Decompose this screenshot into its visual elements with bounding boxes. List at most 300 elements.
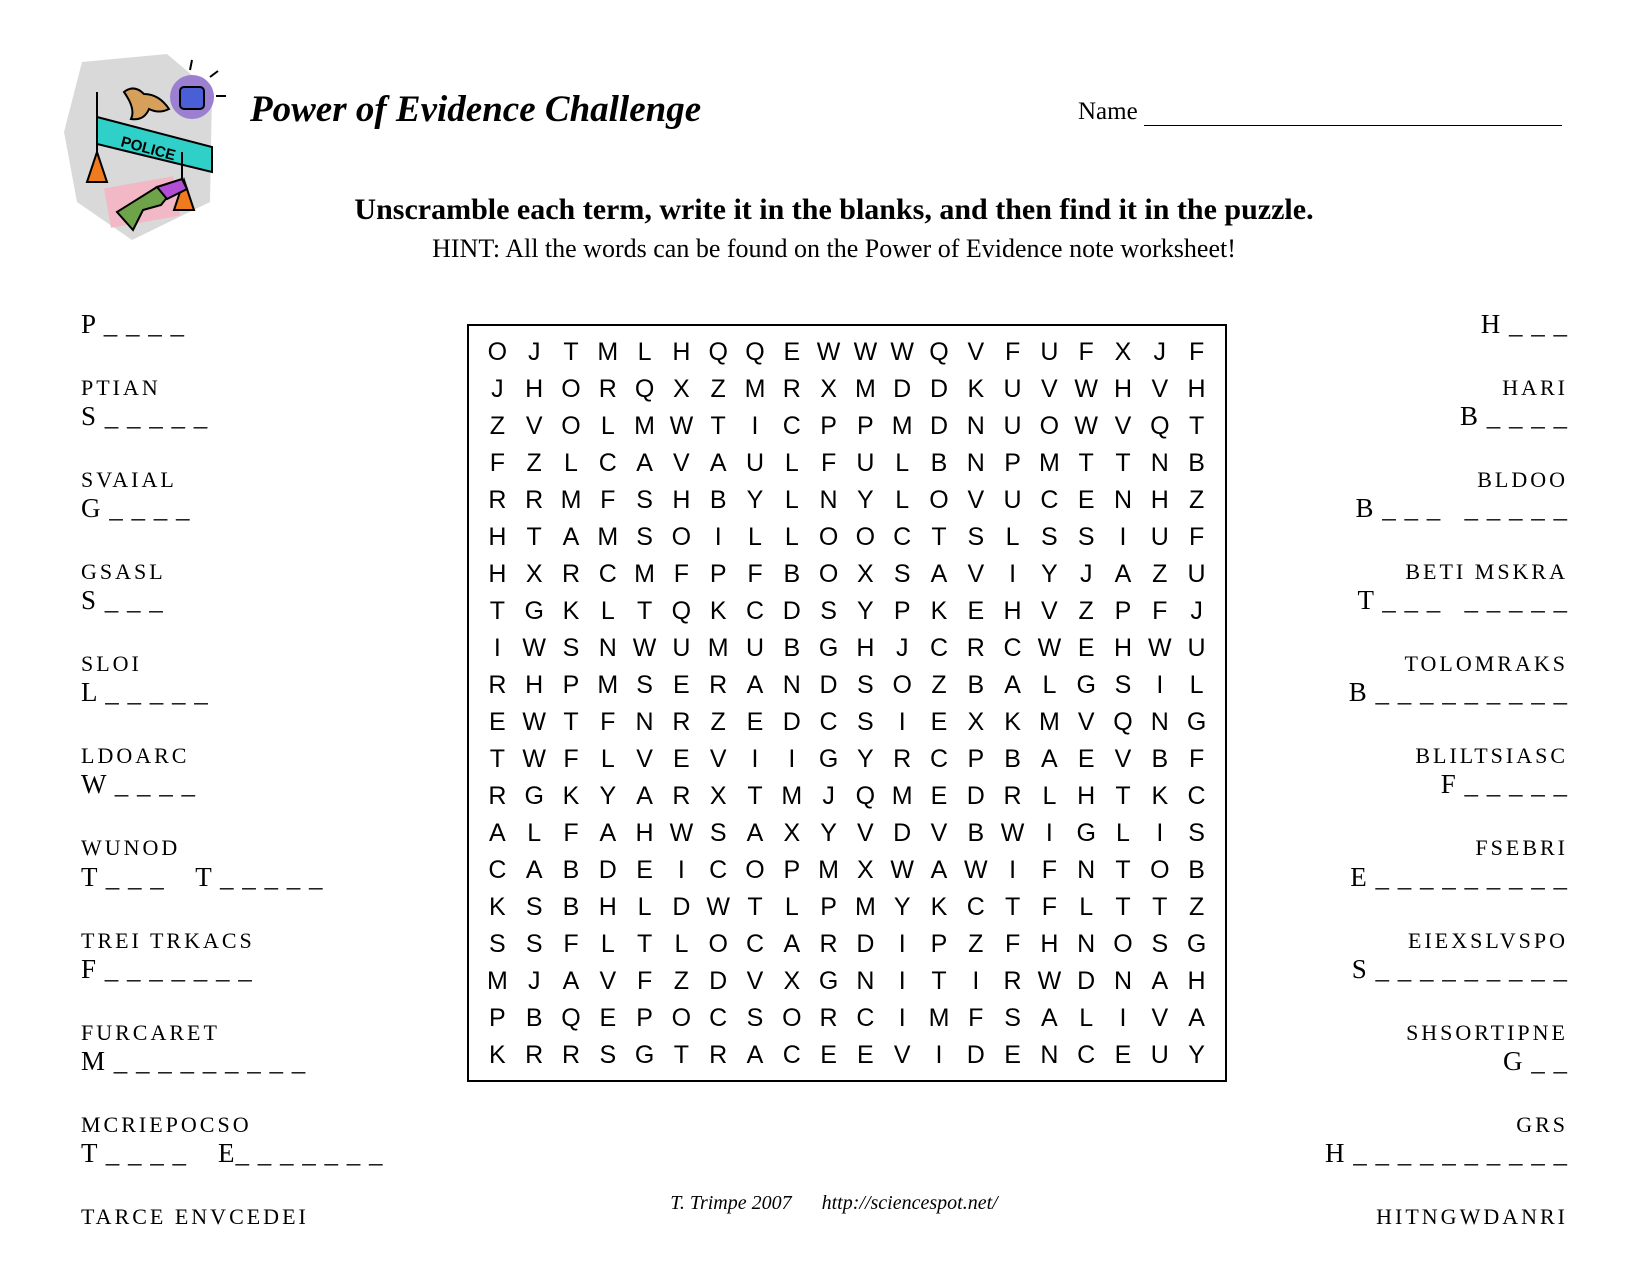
grid-letter[interactable]: T	[1004, 893, 1021, 921]
grid-letter[interactable]: Q	[671, 597, 692, 625]
grid-letter[interactable]: S	[1004, 1004, 1021, 1032]
grid-letter[interactable]: W	[816, 338, 841, 366]
grid-letter[interactable]: R	[561, 560, 581, 588]
grid-letter[interactable]: H	[1077, 782, 1096, 810]
grid-letter[interactable]: F	[563, 930, 579, 958]
clue-blanks[interactable]: H _ _ _ _ _ _ _ _ _ _	[1325, 1138, 1568, 1168]
grid-letter[interactable]: C	[709, 1004, 728, 1032]
grid-letter[interactable]: N	[1040, 1041, 1059, 1069]
grid-letter[interactable]: A	[930, 856, 948, 884]
grid-letter[interactable]: S	[525, 930, 543, 958]
grid-letter[interactable]: N	[1150, 708, 1169, 736]
grid-letter[interactable]: J	[1190, 597, 1203, 625]
grid-letter[interactable]: U	[1150, 523, 1169, 551]
grid-letter[interactable]: V	[709, 745, 727, 773]
clue-blanks[interactable]: B _ _ _ _ _ _ _ _ _	[1348, 677, 1568, 707]
grid-letter[interactable]: J	[527, 967, 541, 995]
grid-letter[interactable]: T	[1152, 893, 1168, 921]
grid-letter[interactable]: M	[1038, 449, 1060, 477]
grid-letter[interactable]: N	[782, 671, 801, 699]
grid-letter[interactable]: U	[1003, 486, 1022, 514]
grid-letter[interactable]: J	[527, 338, 541, 366]
grid-letter[interactable]: T	[931, 523, 947, 551]
grid-letter[interactable]: E	[1077, 634, 1095, 662]
grid-letter[interactable]: J	[1153, 338, 1167, 366]
grid-letter[interactable]: Y	[1188, 1041, 1205, 1069]
grid-letter[interactable]: A	[709, 449, 727, 477]
grid-letter[interactable]: U	[745, 634, 765, 662]
grid-letter[interactable]: X	[709, 782, 727, 810]
grid-letter[interactable]: E	[746, 708, 764, 736]
grid-letter[interactable]: R	[966, 634, 985, 662]
grid-letter[interactable]: B	[525, 1004, 543, 1032]
grid-letter[interactable]: V	[746, 967, 764, 995]
clue-blanks[interactable]: T _ _ _ T _ _ _ _ _	[81, 862, 324, 892]
grid-letter[interactable]: Z	[1188, 893, 1205, 921]
grid-letter[interactable]: R	[525, 1041, 544, 1069]
grid-letter[interactable]: P	[857, 412, 874, 440]
grid-letter[interactable]: C	[1040, 486, 1059, 514]
grid-letter[interactable]: U	[856, 449, 875, 477]
grid-letter[interactable]: D	[929, 412, 949, 440]
grid-letter[interactable]: G	[1076, 671, 1096, 699]
grid-letter[interactable]: E	[783, 338, 801, 366]
grid-letter[interactable]: N	[598, 634, 617, 662]
grid-letter[interactable]: C	[819, 708, 838, 736]
grid-letter[interactable]: A	[746, 819, 764, 847]
grid-letter[interactable]: D	[598, 856, 617, 884]
grid-letter[interactable]: L	[895, 486, 910, 514]
grid-letter[interactable]: O	[929, 486, 949, 514]
grid-letter[interactable]: F	[563, 819, 579, 847]
grid-letter[interactable]: P	[820, 893, 837, 921]
grid-letter[interactable]: Z	[931, 671, 947, 699]
grid-letter[interactable]: Q	[1113, 708, 1133, 736]
grid-letter[interactable]: F	[489, 449, 506, 477]
grid-letter[interactable]: C	[709, 856, 728, 884]
grid-letter[interactable]: E	[1114, 1041, 1132, 1069]
grid-letter[interactable]: M	[597, 671, 619, 699]
grid-letter[interactable]: L	[527, 819, 542, 847]
grid-letter[interactable]: L	[637, 893, 652, 921]
grid-letter[interactable]: V	[1041, 375, 1058, 403]
grid-letter[interactable]: P	[1004, 449, 1021, 477]
grid-letter[interactable]: E	[930, 782, 948, 810]
grid-letter[interactable]: H	[488, 560, 507, 588]
grid-letter[interactable]: V	[893, 1041, 911, 1069]
grid-letter[interactable]: I	[751, 412, 759, 440]
grid-letter[interactable]: E	[967, 597, 985, 625]
grid-letter[interactable]: J	[822, 782, 835, 810]
grid-letter[interactable]: E	[636, 856, 653, 884]
grid-letter[interactable]: C	[745, 597, 765, 625]
clue-blanks[interactable]: H _ _ _	[1480, 309, 1568, 339]
grid-letter[interactable]: T	[1115, 893, 1131, 921]
grid-letter[interactable]: E	[930, 708, 948, 736]
grid-letter[interactable]: I	[1156, 671, 1164, 699]
grid-letter[interactable]: I	[1009, 856, 1017, 884]
grid-letter[interactable]: N	[1113, 486, 1133, 514]
grid-letter[interactable]: N	[966, 449, 985, 477]
grid-letter[interactable]: D	[929, 375, 949, 403]
grid-letter[interactable]: S	[489, 930, 506, 958]
grid-letter[interactable]: A	[562, 967, 580, 995]
grid-letter[interactable]: N	[1077, 856, 1096, 884]
grid-letter[interactable]: B	[783, 560, 801, 588]
grid-letter[interactable]: U	[672, 634, 691, 662]
grid-letter[interactable]: H	[1040, 930, 1059, 958]
grid-letter[interactable]: H	[672, 338, 691, 366]
grid-letter[interactable]: L	[784, 523, 799, 551]
grid-letter[interactable]: S	[1041, 523, 1058, 551]
grid-letter[interactable]: Z	[673, 967, 690, 995]
grid-letter[interactable]: C	[598, 560, 617, 588]
grid-letter[interactable]: W	[890, 338, 914, 366]
grid-letter[interactable]: I	[677, 856, 685, 884]
grid-letter[interactable]: V	[1114, 412, 1132, 440]
grid-letter[interactable]: U	[1040, 338, 1059, 366]
grid-letter[interactable]: M	[560, 486, 582, 514]
grid-letter[interactable]: B	[562, 893, 580, 921]
grid-letter[interactable]: V	[1077, 708, 1095, 736]
grid-letter[interactable]: N	[1113, 967, 1133, 995]
grid-letter[interactable]: M	[928, 1004, 950, 1032]
grid-letter[interactable]: A	[1114, 560, 1132, 588]
grid-letter[interactable]: V	[1151, 375, 1169, 403]
grid-letter[interactable]: Z	[1152, 560, 1168, 588]
grid-letter[interactable]: H	[488, 523, 507, 551]
grid-letter[interactable]: M	[707, 634, 729, 662]
grid-letter[interactable]: E	[820, 1041, 837, 1069]
grid-letter[interactable]: Z	[710, 708, 726, 736]
grid-letter[interactable]: M	[781, 782, 803, 810]
grid-letter[interactable]: V	[599, 967, 617, 995]
grid-letter[interactable]: F	[673, 560, 690, 588]
grid-letter[interactable]: H	[1150, 486, 1169, 514]
grid-letter[interactable]: F	[600, 486, 616, 514]
grid-letter[interactable]: F	[1188, 338, 1205, 366]
grid-letter[interactable]: D	[782, 597, 801, 625]
grid-letter[interactable]: O	[1113, 930, 1133, 958]
grid-letter[interactable]: K	[1004, 708, 1021, 736]
grid-letter[interactable]: W	[669, 819, 694, 847]
grid-letter[interactable]: V	[636, 745, 653, 773]
grid-letter[interactable]: T	[1188, 412, 1205, 440]
grid-letter[interactable]: T	[1115, 856, 1131, 884]
grid-letter[interactable]: H	[856, 634, 875, 662]
grid-letter[interactable]: K	[930, 893, 948, 921]
grid-letter[interactable]: J	[491, 375, 504, 403]
grid-letter[interactable]: M	[597, 523, 619, 551]
grid-letter[interactable]: I	[788, 745, 796, 773]
grid-letter[interactable]: H	[1187, 375, 1206, 403]
grid-letter[interactable]: H	[635, 819, 654, 847]
grid-letter[interactable]: U	[745, 449, 765, 477]
grid-letter[interactable]: H	[1187, 967, 1206, 995]
grid-letter[interactable]: H	[525, 375, 544, 403]
grid-letter[interactable]: R	[709, 671, 728, 699]
grid-letter[interactable]: V	[525, 412, 543, 440]
footer-url[interactable]: http://sciencespot.net/	[821, 1192, 998, 1214]
grid-letter[interactable]: O	[892, 671, 912, 699]
grid-letter[interactable]: I	[493, 634, 501, 662]
grid-letter[interactable]: A	[930, 560, 948, 588]
name-blank-line[interactable]	[1144, 103, 1562, 126]
grid-letter[interactable]: A	[636, 782, 653, 810]
grid-letter[interactable]: Y	[857, 486, 874, 514]
grid-letter[interactable]: N	[1077, 930, 1096, 958]
grid-letter[interactable]: Y	[1041, 560, 1058, 588]
grid-letter[interactable]: K	[709, 597, 727, 625]
grid-letter[interactable]: A	[489, 819, 506, 847]
grid-letter[interactable]: W	[669, 412, 694, 440]
grid-letter[interactable]: W	[1000, 819, 1025, 847]
grid-letter[interactable]: R	[672, 782, 691, 810]
grid-letter[interactable]: Q	[708, 338, 728, 366]
grid-letter[interactable]: K	[930, 597, 948, 625]
grid-letter[interactable]: T	[1115, 782, 1131, 810]
grid-letter[interactable]: Y	[599, 782, 617, 810]
grid-letter[interactable]: S	[746, 1004, 764, 1032]
grid-letter[interactable]: R	[488, 671, 507, 699]
grid-letter[interactable]: I	[714, 523, 722, 551]
grid-letter[interactable]: V	[967, 486, 985, 514]
grid-letter[interactable]: P	[820, 412, 837, 440]
grid-letter[interactable]: W	[1074, 375, 1098, 403]
grid-letter[interactable]: W	[1147, 634, 1172, 662]
grid-letter[interactable]: M	[486, 967, 508, 995]
grid-letter[interactable]: P	[489, 1004, 506, 1032]
grid-letter[interactable]: G	[818, 745, 839, 773]
grid-letter[interactable]: T	[636, 597, 653, 625]
grid-letter[interactable]: X	[1114, 338, 1132, 366]
grid-letter[interactable]: Z	[489, 412, 506, 440]
grid-letter[interactable]: W	[890, 856, 914, 884]
grid-letter[interactable]: C	[782, 412, 801, 440]
grid-letter[interactable]: L	[1042, 671, 1057, 699]
grid-letter[interactable]: S	[636, 671, 653, 699]
grid-letter[interactable]: F	[820, 449, 837, 477]
grid-letter[interactable]: T	[747, 893, 763, 921]
grid-letter[interactable]: S	[525, 893, 543, 921]
grid-letter[interactable]: M	[818, 856, 839, 884]
clue-blanks[interactable]: T _ _ _ _ E_ _ _ _ _ _ _	[81, 1138, 384, 1168]
grid-letter[interactable]: S	[1151, 930, 1169, 958]
grid-letter[interactable]: O	[487, 338, 508, 366]
grid-letter[interactable]: I	[898, 930, 906, 958]
grid-letter[interactable]: B	[1188, 856, 1205, 884]
grid-letter[interactable]: I	[972, 967, 980, 995]
grid-letter[interactable]: A	[1151, 967, 1169, 995]
grid-letter[interactable]: B	[1004, 745, 1021, 773]
grid-letter[interactable]: D	[893, 375, 912, 403]
grid-letter[interactable]: W	[1074, 412, 1098, 440]
grid-letter[interactable]: F	[1188, 523, 1205, 551]
grid-letter[interactable]: X	[783, 819, 801, 847]
grid-letter[interactable]: N	[966, 412, 985, 440]
grid-letter[interactable]: O	[1039, 412, 1060, 440]
grid-letter[interactable]: T	[563, 338, 579, 366]
grid-letter[interactable]: U	[1187, 634, 1206, 662]
grid-letter[interactable]: X	[673, 375, 690, 403]
grid-letter[interactable]: S	[967, 523, 985, 551]
grid-letter[interactable]: K	[967, 375, 985, 403]
grid-letter[interactable]: P	[636, 1004, 653, 1032]
grid-letter[interactable]: C	[929, 745, 949, 773]
grid-letter[interactable]: A	[746, 671, 764, 699]
grid-letter[interactable]: C	[929, 634, 949, 662]
grid-letter[interactable]: O	[671, 523, 692, 551]
grid-letter[interactable]: Q	[561, 1004, 581, 1032]
grid-letter[interactable]: Z	[1188, 486, 1205, 514]
grid-letter[interactable]: X	[820, 375, 837, 403]
grid-letter[interactable]: G	[1186, 930, 1207, 958]
grid-letter[interactable]: P	[783, 856, 801, 884]
grid-letter[interactable]: S	[893, 560, 911, 588]
grid-letter[interactable]: M	[634, 412, 655, 440]
grid-letter[interactable]: T	[1115, 449, 1131, 477]
grid-letter[interactable]: Q	[634, 375, 655, 403]
grid-letter[interactable]: K	[562, 597, 580, 625]
grid-letter[interactable]: V	[1151, 1004, 1169, 1032]
grid-letter[interactable]: E	[673, 745, 690, 773]
grid-letter[interactable]: I	[898, 708, 906, 736]
grid-letter[interactable]: F	[1041, 856, 1058, 884]
grid-letter[interactable]: X	[783, 967, 801, 995]
grid-letter[interactable]: I	[1009, 560, 1017, 588]
grid-letter[interactable]: O	[561, 375, 581, 403]
grid-letter[interactable]: S	[636, 523, 653, 551]
grid-letter[interactable]: X	[525, 560, 543, 588]
grid-letter[interactable]: L	[748, 523, 762, 551]
grid-letter[interactable]: H	[1113, 634, 1133, 662]
grid-letter[interactable]: R	[1003, 782, 1022, 810]
grid-letter[interactable]: B	[562, 856, 580, 884]
grid-letter[interactable]: T	[563, 708, 579, 736]
grid-letter[interactable]: L	[1079, 893, 1094, 921]
grid-letter[interactable]: D	[893, 819, 912, 847]
grid-letter[interactable]: E	[1077, 745, 1095, 773]
grid-letter[interactable]: O	[782, 1004, 802, 1032]
grid-letter[interactable]: E	[673, 671, 690, 699]
grid-letter[interactable]: B	[709, 486, 727, 514]
grid-letter[interactable]: F	[636, 967, 653, 995]
grid-letter[interactable]: K	[489, 1041, 506, 1069]
grid-letter[interactable]: B	[783, 634, 801, 662]
grid-letter[interactable]: G	[524, 597, 544, 625]
clue-blanks[interactable]: F _ _ _ _ _	[1440, 769, 1568, 799]
grid-letter[interactable]: P	[709, 560, 727, 588]
grid-letter[interactable]: H	[672, 486, 691, 514]
grid-letter[interactable]: M	[1038, 708, 1060, 736]
grid-letter[interactable]: D	[1077, 967, 1096, 995]
grid-letter[interactable]: T	[636, 930, 653, 958]
grid-letter[interactable]: O	[818, 560, 839, 588]
grid-letter[interactable]: F	[1004, 930, 1021, 958]
grid-letter[interactable]: G	[818, 634, 839, 662]
grid-letter[interactable]: K	[489, 893, 506, 921]
grid-letter[interactable]: S	[820, 597, 837, 625]
grid-letter[interactable]: C	[1077, 1041, 1096, 1069]
grid-letter[interactable]: L	[784, 486, 799, 514]
grid-letter[interactable]: C	[856, 1004, 875, 1032]
grid-letter[interactable]: X	[857, 856, 874, 884]
grid-letter[interactable]: C	[1003, 634, 1022, 662]
grid-letter[interactable]: O	[855, 523, 876, 551]
grid-letter[interactable]: T	[489, 597, 506, 625]
grid-letter[interactable]: W	[632, 634, 657, 662]
grid-letter[interactable]: N	[819, 486, 838, 514]
grid-letter[interactable]: Q	[855, 782, 876, 810]
grid-letter[interactable]: U	[1187, 560, 1206, 588]
grid-letter[interactable]: V	[857, 819, 874, 847]
grid-letter[interactable]: I	[1119, 523, 1127, 551]
grid-letter[interactable]: B	[967, 671, 985, 699]
grid-letter[interactable]: O	[1150, 856, 1170, 884]
clue-blanks[interactable]: F _ _ _ _ _ _ _	[81, 954, 253, 984]
grid-letter[interactable]: K	[562, 782, 580, 810]
grid-letter[interactable]: C	[893, 523, 912, 551]
grid-letter[interactable]: O	[708, 930, 728, 958]
grid-letter[interactable]: C	[1187, 782, 1206, 810]
grid-letter[interactable]: L	[1042, 782, 1057, 810]
grid-letter[interactable]: M	[891, 412, 913, 440]
grid-letter[interactable]: H	[1003, 597, 1022, 625]
grid-letter[interactable]: L	[1079, 1004, 1094, 1032]
grid-letter[interactable]: E	[489, 708, 506, 736]
grid-letter[interactable]: W	[1037, 967, 1062, 995]
grid-letter[interactable]: X	[857, 560, 874, 588]
grid-letter[interactable]: E	[599, 1004, 617, 1032]
grid-letter[interactable]: X	[967, 708, 985, 736]
grid-letter[interactable]: G	[1076, 819, 1096, 847]
grid-letter[interactable]: U	[1003, 375, 1022, 403]
grid-letter[interactable]: T	[1078, 449, 1094, 477]
grid-letter[interactable]: C	[966, 893, 985, 921]
grid-letter[interactable]: C	[745, 930, 765, 958]
grid-letter[interactable]: M	[634, 560, 655, 588]
grid-letter[interactable]: U	[1003, 412, 1022, 440]
clue-blanks[interactable]: G _ _ _ _	[81, 493, 191, 523]
grid-letter[interactable]: N	[856, 967, 875, 995]
grid-letter[interactable]: Y	[746, 486, 764, 514]
grid-letter[interactable]: L	[895, 449, 910, 477]
grid-letter[interactable]: F	[1152, 597, 1168, 625]
grid-letter[interactable]: M	[854, 375, 876, 403]
grid-letter[interactable]: T	[673, 1041, 690, 1069]
grid-letter[interactable]: L	[784, 893, 799, 921]
grid-letter[interactable]: F	[563, 745, 579, 773]
grid-letter[interactable]: B	[1188, 449, 1205, 477]
grid-letter[interactable]: V	[967, 560, 985, 588]
grid-letter[interactable]: T	[526, 523, 542, 551]
clue-blanks[interactable]: T _ _ _ _ _ _ _ _	[1357, 585, 1568, 615]
grid-letter[interactable]: D	[856, 930, 875, 958]
grid-letter[interactable]: H	[1113, 375, 1133, 403]
grid-letter[interactable]: A	[599, 819, 617, 847]
grid-letter[interactable]: J	[895, 634, 909, 662]
grid-letter[interactable]: R	[1003, 967, 1022, 995]
grid-letter[interactable]: Y	[820, 819, 837, 847]
grid-letter[interactable]: S	[562, 634, 580, 662]
grid-letter[interactable]: F	[747, 560, 763, 588]
grid-letter[interactable]: P	[930, 930, 948, 958]
grid-letter[interactable]: I	[1045, 819, 1053, 847]
grid-letter[interactable]: L	[600, 930, 615, 958]
grid-letter[interactable]: R	[598, 375, 617, 403]
grid-letter[interactable]: T	[710, 412, 726, 440]
grid-letter[interactable]: O	[818, 523, 839, 551]
